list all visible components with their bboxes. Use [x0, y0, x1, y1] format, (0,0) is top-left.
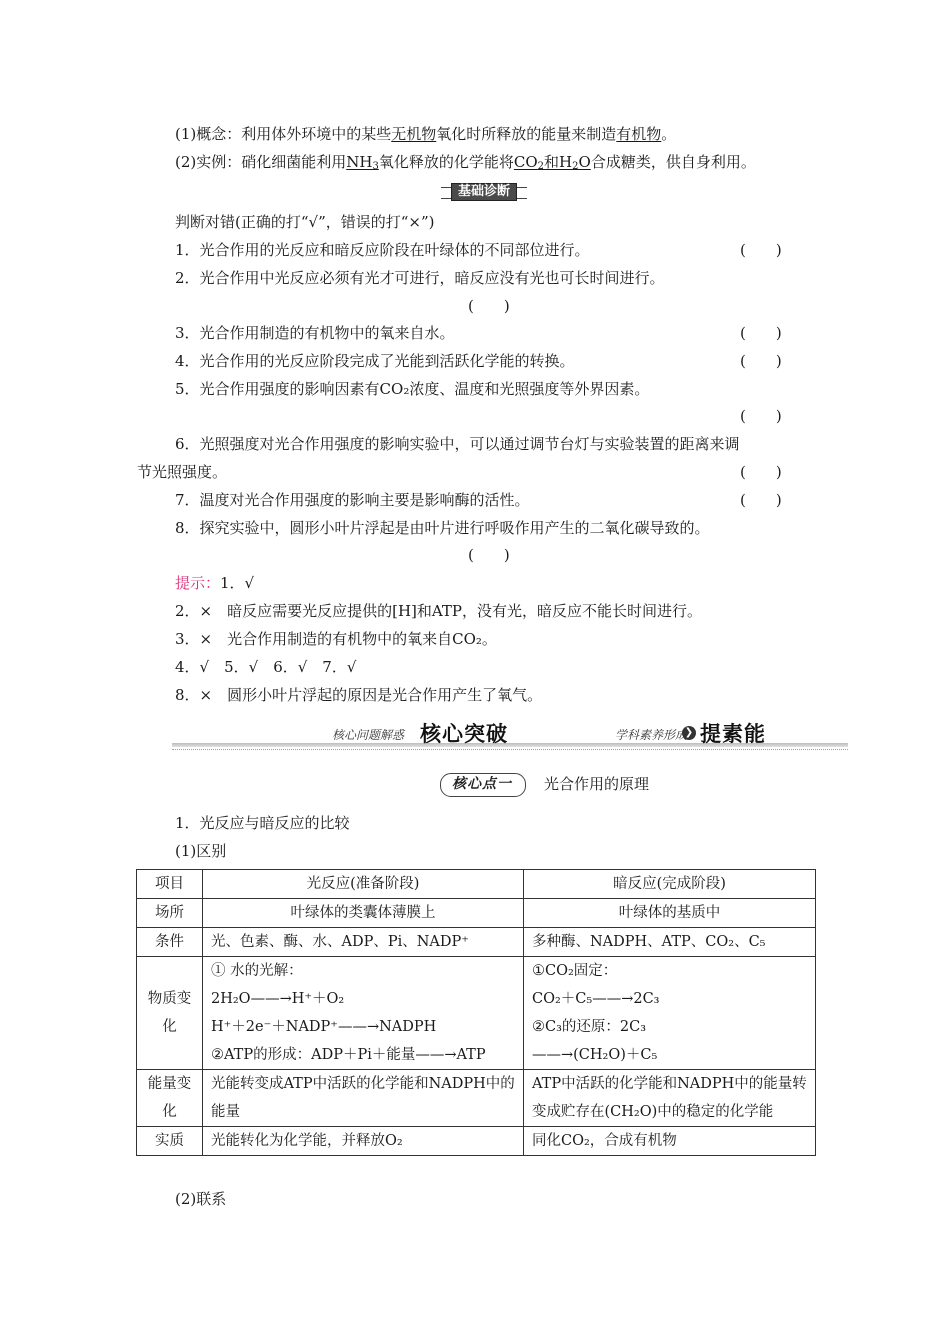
row-label-conditions: 条件: [137, 928, 203, 957]
light-material-line-2: 2H₂O——→H⁺＋O₂: [211, 991, 345, 1007]
answer-4-7: 4．√ 5．√ 6．√ 7．√: [175, 658, 357, 676]
diagnosis-item-6-cont: 节光照强度。: [137, 463, 228, 481]
example-text: (2)实例：硝化细菌能利用: [175, 153, 347, 171]
answer-2: 2．× 暗反应需要光反应提供的[H]和ATP，没有光，暗反应不能长时间进行。: [175, 602, 703, 620]
answer-blank-5: ( ): [740, 407, 782, 425]
answer-3: 3．× 光合作用制造的有机物中的氧来自CO₂。: [175, 630, 497, 648]
dark-place: 叶绿体的基质中: [524, 899, 816, 928]
concept-text: (1)概念：利用体外环境中的某些: [175, 125, 392, 143]
keypoint-badge: [440, 772, 524, 796]
answer-blank-1: ( ): [740, 241, 782, 259]
diagnosis-instruction: 判断对错(正确的打“√”，错误的打“×”): [175, 213, 435, 231]
table-header-light: 光反应(准备阶段): [203, 870, 524, 899]
example-text-end: 合成糖类，供自身利用。: [590, 153, 756, 171]
answer-8: 8．× 圆形小叶片浮起的原因是光合作用产生了氧气。: [175, 686, 543, 704]
subsection-difference: (1)区别: [175, 842, 227, 860]
dark-material-line-1: ①CO₂固定：: [532, 963, 618, 979]
example-text-mid: 氧化释放的化学能将: [378, 153, 514, 171]
dark-conditions: 多种酶、NADPH、ATP、CO₂、C₅: [524, 928, 816, 957]
light-essence: 光能转化为化学能，并释放O₂: [203, 1127, 524, 1156]
banner-left-caption: 核心问题解惑: [332, 728, 405, 742]
answer-blank-4: ( ): [740, 352, 782, 370]
table-row-essence: [137, 1127, 816, 1156]
concept-line: [175, 124, 676, 144]
diagnosis-item-3: 3．光合作用制造的有机物中的氧来自水。: [175, 324, 455, 342]
h2o-text: H: [559, 153, 573, 171]
answer-1: 1．√: [220, 574, 255, 592]
co2-sub: 2: [537, 161, 545, 172]
row-label-material: 物质变化: [137, 957, 203, 1070]
concept-text-end: 。: [661, 125, 677, 143]
table-row-place: [137, 899, 816, 928]
and-text: 和: [544, 153, 560, 171]
table-header-dark: 暗反应(完成阶段): [524, 870, 816, 899]
answer-blank-2: ( ): [468, 297, 510, 315]
hint-label: 提示：: [175, 574, 221, 592]
dark-energy: ATP中活跃的化学能和NADPH中的能量转变成贮存在(CH₂O)中的稳定的化学能: [524, 1070, 816, 1127]
banner-dotted-rule: [172, 749, 848, 750]
answer-blank-8: ( ): [468, 546, 510, 564]
table-header-item: 项目: [137, 870, 203, 899]
light-material-line-3: H⁺＋2e⁻＋NADP⁺——→NADPH: [211, 1019, 437, 1035]
light-place: 叶绿体的类囊体薄膜上: [203, 899, 524, 928]
light-material: [203, 957, 524, 1070]
nh3-text: NH: [346, 153, 373, 171]
answer-line-1: [175, 573, 254, 593]
core-breakthrough-banner: [172, 716, 848, 752]
diagnosis-item-1: 1．光合作用的光反应和暗反应阶段在叶绿体的不同部位进行。: [175, 241, 590, 259]
diagnosis-item-4: 4．光合作用的光反应阶段完成了光能到活跃化学能的转换。: [175, 352, 575, 370]
table-row-material: [137, 957, 816, 1070]
row-label-energy: 能量变化: [137, 1070, 203, 1127]
comparison-table: [136, 869, 816, 1156]
dark-material-line-4: ——→(CH₂O)＋C₅: [532, 1047, 658, 1063]
h2o-end: O: [578, 153, 591, 171]
example-underline-co2-h2o: [514, 153, 591, 171]
light-energy: 光能转变成ATP中活跃的化学能和NADPH中的能量: [203, 1070, 524, 1127]
diagnosis-item-8: 8．探究实验中，圆形小叶片浮起是由叶片进行呼吸作用产生的二氧化碳导致的。: [175, 519, 710, 537]
co2-text: CO: [513, 153, 538, 171]
diagnosis-item-2: 2．光合作用中光反应必须有光才可进行，暗反应没有光也可长时间进行。: [175, 269, 665, 287]
section-heading: 1．光反应与暗反应的比较: [175, 814, 350, 832]
light-material-line-4: ②ATP的形成：ADP＋Pi＋能量——→ATP: [211, 1047, 486, 1063]
concept-underline-organic: 有机物: [616, 125, 662, 143]
example-line: [175, 152, 756, 172]
concept-underline-inorganic: 无机物: [391, 125, 437, 143]
dark-material: [524, 957, 816, 1070]
table-row-energy: [137, 1070, 816, 1127]
dark-material-line-2: CO₂＋C₅——→2C₃: [532, 991, 660, 1007]
row-label-place: 场所: [137, 899, 203, 928]
dark-material-line-3: ②C₃的还原：2C₃: [532, 1019, 647, 1035]
subsection-connection: (2)联系: [175, 1190, 227, 1208]
banner-arrow-icon: ❯: [682, 726, 696, 740]
answer-blank-6: ( ): [740, 463, 782, 481]
diagnosis-item-6: 6．光照强度对光合作用强度的影响实验中，可以通过调节台灯与实验装置的距离来调: [175, 435, 740, 453]
row-label-essence: 实质: [137, 1127, 203, 1156]
banner-right-caption: 学科素养形成: [615, 728, 688, 742]
banner-title-1: 核心突破: [420, 722, 508, 746]
answer-blank-7: ( ): [740, 491, 782, 509]
concept-text-mid: 氧化时所释放的能量来制造: [436, 125, 617, 143]
answer-blank-3: ( ): [740, 324, 782, 342]
nh3-sub: 3: [372, 161, 379, 172]
light-conditions: 光、色素、酶、水、ADP、Pi、NADP⁺: [203, 928, 524, 957]
table-row-conditions: [137, 928, 816, 957]
diagnosis-item-5: 5．光合作用强度的影响因素有CO₂浓度、温度和光照强度等外界因素。: [175, 380, 650, 398]
keypoint-title: 光合作用的原理: [544, 775, 650, 793]
badge-label: 基础诊断: [457, 184, 510, 199]
keypoint-label: 核心点一: [452, 776, 512, 792]
diagnosis-item-7: 7．温度对光合作用强度的影响主要是影响酶的活性。: [175, 491, 530, 509]
basic-diagnosis-badge: [441, 182, 527, 202]
banner-title-2: 提素能: [700, 722, 766, 746]
table-row-header: [137, 870, 816, 899]
light-material-line-1: ① 水的光解：: [211, 963, 303, 979]
h2o-sub: 2: [572, 161, 579, 172]
example-underline-nh3: [346, 153, 379, 171]
dark-essence: 同化CO₂，合成有机物: [524, 1127, 816, 1156]
